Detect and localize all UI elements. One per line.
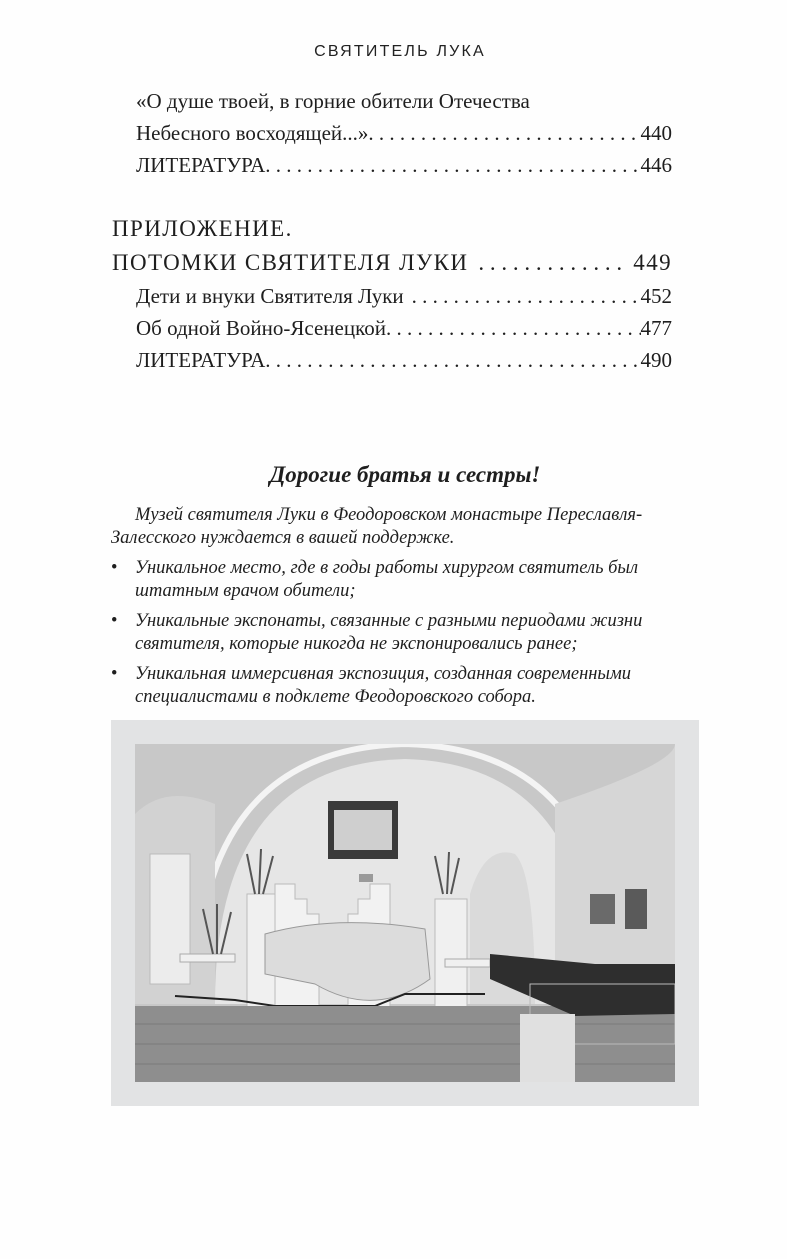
leader-dots bbox=[368, 117, 640, 149]
toc-entry[interactable]: ЛИТЕРАТУРА . . . 490 bbox=[112, 344, 672, 376]
toc-appendix bbox=[112, 212, 672, 376]
museum-photo bbox=[135, 744, 675, 1082]
toc-entry[interactable]: Небесного восходящей...» . . . 440 bbox=[112, 117, 672, 149]
leader-dots bbox=[265, 149, 640, 181]
appeal-bullet: • Уникальная иммерсивная экспозиция, созданная современными специалистами в подклете Феодоровского собора. bbox=[111, 664, 632, 707]
running-head: СВЯТИТЕЛЬ ЛУКА bbox=[314, 43, 486, 60]
page-number: 490 bbox=[640, 348, 672, 372]
page-number: 446 bbox=[640, 153, 672, 177]
toc-entry[interactable]: ЛИТЕРАТУРА . . . 446 bbox=[112, 149, 672, 181]
page-number: 477 bbox=[640, 316, 672, 340]
toc-entry[interactable]: Об одной Войно-Ясенецкой . . . 477 bbox=[112, 312, 672, 344]
toc-entry-first-line: «О душе твоей, в горние обители Отечества bbox=[136, 89, 530, 113]
appeal-lead: Музей святителя Луки в Феодоровском монастыре Переславля-Залесского нуждается в вашей поддержке. bbox=[111, 505, 643, 548]
appeal-bullet: • Уникальные экспонаты, связанные с разными периодами жизни святителя, которые никогда не экспонировались ранее; bbox=[111, 611, 643, 654]
museum-exhibit-image bbox=[135, 744, 675, 1082]
page-number: 449 bbox=[633, 250, 672, 275]
appeal-bullet: • Уникальное место, где в годы работы хирургом святитель был штатным врачом обители; bbox=[111, 558, 639, 601]
toc-entry[interactable]: Дети и внуки Святителя Луки . . . 452 bbox=[112, 280, 672, 312]
leader-dots bbox=[478, 246, 623, 280]
photo-frame bbox=[111, 720, 699, 1106]
leader-dots bbox=[265, 344, 640, 376]
appendix-heading: ПРИЛОЖЕНИЕ. bbox=[112, 216, 293, 241]
bullet-icon: • bbox=[111, 664, 118, 684]
toc-chapter-end bbox=[112, 85, 672, 181]
bullet-icon: • bbox=[111, 558, 118, 578]
toc-entry-appendix[interactable]: ПОТОМКИ СВЯТИТЕЛЯ ЛУКИ . . . 449 bbox=[112, 246, 672, 280]
page-number: 440 bbox=[640, 121, 672, 145]
appeal-body bbox=[111, 504, 701, 709]
bullet-icon: • bbox=[111, 611, 118, 631]
leader-dots bbox=[412, 280, 641, 312]
leader-dots bbox=[386, 312, 641, 344]
appeal-title: Дорогие братья и сестры! bbox=[269, 462, 541, 487]
page-number: 452 bbox=[640, 284, 672, 308]
